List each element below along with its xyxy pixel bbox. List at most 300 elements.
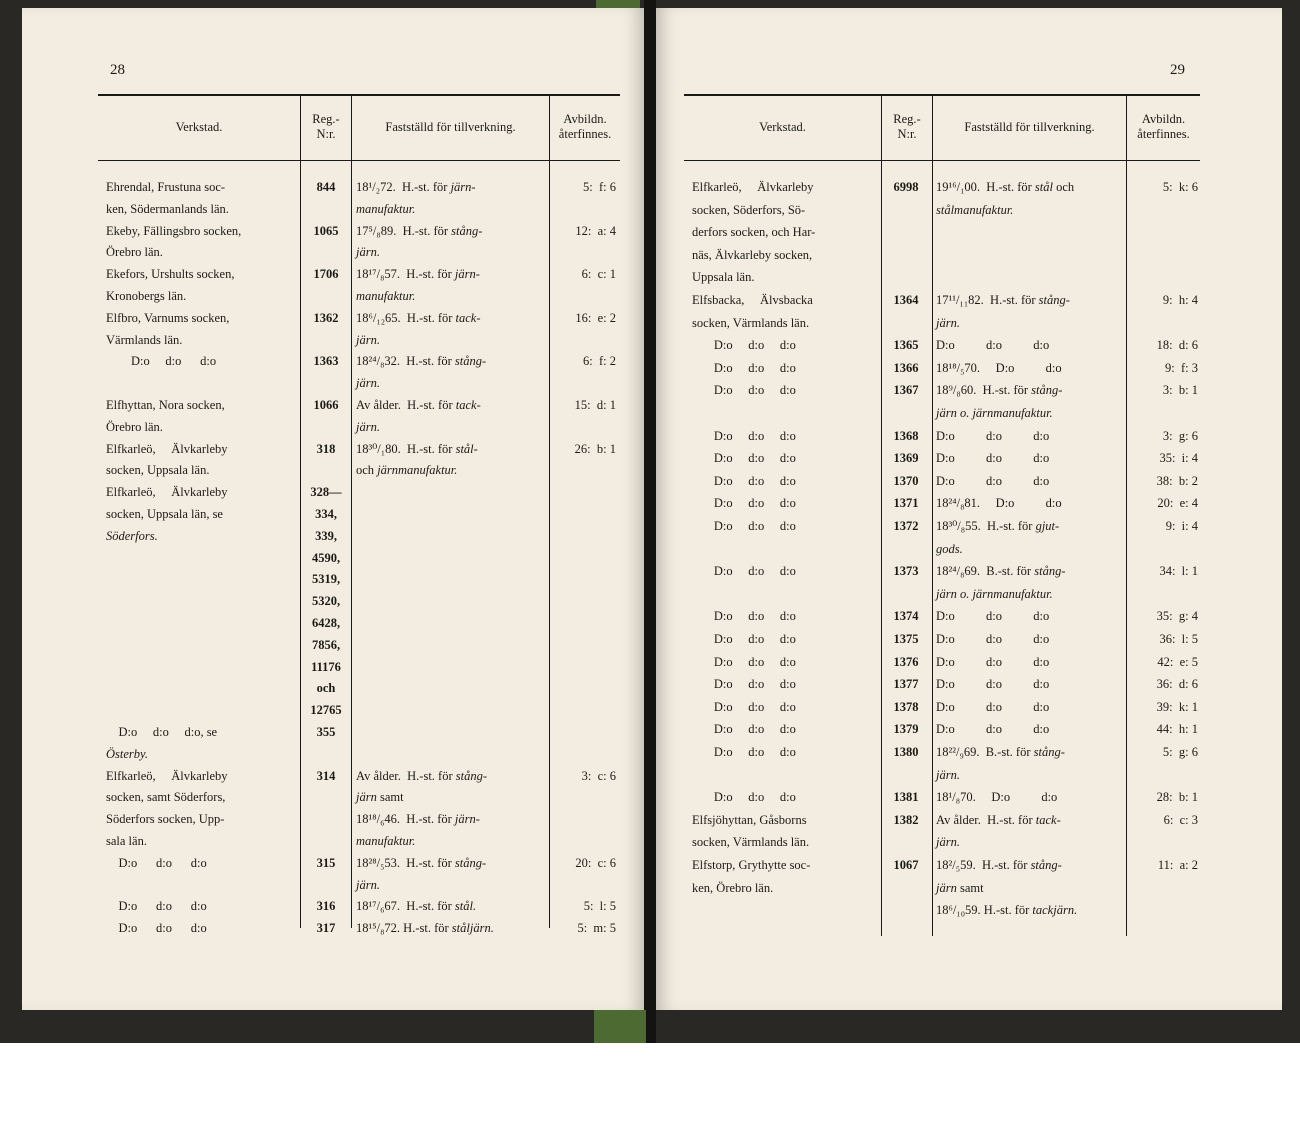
faststalld-cell — [356, 438, 550, 460]
faststalld-cell — [936, 854, 1128, 876]
avbildn-reference: 38: b: 2 — [1156, 473, 1198, 488]
reg-number: 1374 — [893, 609, 919, 624]
works-location: D:o d:o d:o — [106, 921, 207, 936]
product-text: manufaktur. — [356, 289, 416, 303]
avbildn-reference: 5: m: 5 — [577, 921, 616, 936]
reg-number: 5319, — [311, 572, 341, 587]
table-row — [692, 899, 1198, 922]
faststalld-cell — [356, 917, 550, 939]
works-location: Älvkarleby — [155, 485, 228, 500]
verkstad-cell — [692, 718, 882, 740]
works-location: Älvkarleby — [155, 768, 228, 783]
table-row — [106, 198, 616, 220]
table-row — [106, 438, 616, 460]
verkstad-cell — [692, 560, 882, 582]
works-location: Gåsborns — [756, 812, 807, 827]
reg-number: 1067 — [893, 858, 919, 872]
product-text: stång- — [1033, 745, 1065, 759]
avbildn-reference: 36: l: 5 — [1159, 632, 1198, 646]
header-verkstad: Verkstad. — [175, 120, 223, 134]
avbildn-reference: 5: l: 5 — [583, 899, 616, 914]
reg-number: 1373 — [893, 564, 919, 579]
avbildn-reference: 5: f: 6 — [583, 180, 616, 194]
stamp-text: Av ålder. H.-st. för — [936, 812, 1036, 827]
table-row — [692, 492, 1198, 515]
table-row — [106, 830, 616, 852]
reg-number: 316 — [316, 899, 336, 914]
reg-number: 1363 — [313, 354, 339, 369]
header-avbildn: Avbildn. återfinnes. — [558, 112, 612, 141]
product-text: järn — [936, 880, 957, 895]
reg-number: 1364 — [893, 293, 919, 307]
faststalld-cell — [936, 470, 1128, 492]
faststalld-cell — [936, 718, 1128, 740]
product-text: järn. — [356, 376, 380, 391]
verkstad-cell — [106, 285, 302, 307]
works-name: Elfkarleö, — [106, 485, 156, 500]
faststalld-cell — [936, 605, 1128, 627]
works-location: D:o d:o d:o — [692, 519, 796, 533]
verkstad-cell — [692, 334, 882, 356]
works-location: D:o d:o d:o — [692, 722, 796, 737]
table-row — [692, 696, 1198, 719]
works-name: Ekefors, — [106, 267, 148, 282]
table-row — [692, 718, 1198, 741]
avbildn-reference: 34: l: 1 — [1159, 564, 1198, 579]
verkstad-cell — [106, 394, 302, 416]
product-text: järn. — [356, 877, 380, 892]
stamp-text: 18¹⁸/₆46. H.-st. för — [356, 812, 455, 827]
product-text: stång- — [454, 354, 487, 369]
product-text: järn o. järnmanufaktur. — [936, 586, 1053, 601]
verkstad-cell — [106, 459, 302, 481]
book-gutter — [644, 0, 656, 1043]
avbildn-reference: 35: i: 4 — [1159, 451, 1198, 466]
avbildn-reference: 5: g: 6 — [1162, 745, 1198, 759]
avbildn-reference: 6: c: 1 — [581, 267, 616, 282]
faststalld-cell — [356, 874, 550, 896]
left-page — [22, 8, 644, 1010]
product-text: stång- — [451, 223, 483, 238]
table-row — [692, 673, 1198, 696]
works-location: D:o d:o d:o — [692, 677, 796, 692]
avbildn-reference: 9: i: 4 — [1165, 519, 1198, 533]
faststalld-cell — [356, 241, 550, 263]
verkstad-cell — [106, 263, 302, 285]
faststalld-cell — [936, 379, 1128, 401]
works-location: Älvsbacka — [744, 293, 813, 307]
reg-number: 1376 — [893, 654, 919, 669]
works-location: Grythytte soc- — [735, 858, 811, 872]
faststalld-cell — [936, 831, 1128, 853]
verkstad-cell — [692, 651, 882, 673]
table-row — [106, 220, 616, 242]
table-row — [692, 244, 1198, 267]
table-row — [106, 743, 616, 765]
table-row — [692, 447, 1198, 470]
reg-number: 339, — [315, 528, 337, 543]
product-text: tack- — [1035, 812, 1061, 827]
avbildn-reference: 6: f: 2 — [583, 354, 616, 369]
reg-number: 1362 — [313, 310, 339, 325]
stamp-text: D:o d:o d:o — [936, 473, 1050, 488]
faststalld-cell — [936, 786, 1128, 808]
verkstad-cell — [692, 877, 882, 899]
reg-number: 1370 — [893, 473, 919, 488]
works-location: Sö- — [784, 202, 806, 217]
works-location: Örebro län. — [106, 419, 163, 434]
product-text: järn. — [936, 767, 960, 782]
works-name: Elfsjöhyttan, — [692, 812, 757, 827]
product-text: manufaktur. — [356, 201, 416, 216]
header-faststalld: Fastställd för tillverkning. — [964, 120, 1095, 134]
works-location: Uppsala län. — [692, 270, 755, 285]
verkstad-cell — [692, 199, 882, 221]
reg-number: 318 — [316, 441, 336, 456]
table-top-rule — [684, 94, 1200, 96]
works-name: Söderfors, — [732, 202, 785, 217]
table-row — [692, 402, 1198, 425]
table-row — [106, 481, 616, 503]
product-text: järn. — [356, 332, 380, 347]
table-row — [106, 677, 616, 699]
avbildn-reference: 44: h: 1 — [1156, 722, 1198, 737]
table-row — [106, 176, 616, 198]
product-text: gods. — [936, 541, 963, 556]
table-row — [692, 425, 1198, 448]
verkstad-cell — [106, 481, 302, 503]
faststalld-cell — [936, 199, 1128, 221]
stamp-text: samt — [956, 880, 984, 895]
reg-number: 314 — [316, 768, 336, 783]
avbildn-reference: 28: b: 1 — [1156, 790, 1198, 805]
table-row — [692, 628, 1198, 651]
verkstad-cell — [106, 808, 302, 830]
faststalld-cell — [936, 312, 1128, 334]
verkstad-cell — [692, 786, 882, 808]
faststalld-cell — [356, 220, 550, 242]
reg-number: 317 — [316, 921, 336, 936]
works-name: näs, — [692, 247, 712, 262]
table-row — [106, 612, 616, 634]
reg-number: 6998 — [893, 180, 919, 194]
stamp-text: 18¹/₂72. H.-st. för — [356, 180, 451, 194]
table-row — [692, 877, 1198, 900]
works-location: D:o d:o d:o — [106, 899, 207, 914]
avbildn-reference: 35: g: 4 — [1156, 609, 1198, 624]
stamp-text: 17¹¹/₁₁82. H.-st. för — [936, 293, 1039, 307]
faststalld-cell — [356, 329, 550, 351]
works-location: D:o d:o d:o, se — [106, 725, 218, 739]
reg-number: 6428, — [311, 616, 341, 630]
reg-number: 1367 — [893, 383, 919, 398]
stamp-text: D:o d:o d:o — [936, 338, 1050, 353]
table-row — [692, 538, 1198, 561]
verkstad-cell — [692, 696, 882, 718]
works-location: D:o d:o d:o — [692, 609, 796, 624]
works-name: Elfsbacka, — [692, 293, 745, 307]
faststalld-cell — [936, 764, 1128, 786]
works-name: Elfkarleö, — [106, 768, 156, 783]
faststalld-cell — [936, 877, 1128, 899]
reg-number: 1377 — [893, 677, 919, 692]
stamp-text: samt — [376, 790, 404, 805]
faststalld-cell — [356, 394, 550, 416]
verkstad-cell — [106, 743, 302, 765]
stamp-text: D:o d:o d:o — [936, 722, 1050, 737]
works-location: socken, Värmlands län. — [692, 315, 810, 330]
table-row — [106, 350, 616, 372]
product-text: tackjärn. — [1032, 903, 1078, 918]
table-row — [692, 560, 1198, 583]
works-location: D:o d:o d:o — [692, 473, 796, 488]
table-row — [692, 379, 1198, 402]
works-location: Värmlands län. — [106, 332, 183, 347]
stamp-text: 18¹⁵/₈72. H.-st. för — [356, 921, 452, 936]
reg-number: 1369 — [893, 451, 919, 466]
header-faststalld: Fastställd för tillverkning. — [385, 120, 516, 134]
reg-number: 1375 — [893, 632, 919, 646]
table-row — [106, 590, 616, 612]
reg-number: 328— — [310, 485, 342, 500]
reg-number: 355 — [316, 725, 336, 739]
table-row — [106, 917, 616, 939]
stamp-text: 18⁶/₁₂65. H.-st. för — [356, 310, 456, 325]
faststalld-cell — [936, 899, 1128, 921]
product-text: stång- — [1030, 858, 1062, 872]
faststalld-cell — [936, 628, 1128, 650]
faststalld-cell — [936, 402, 1128, 424]
product-text: järn. — [356, 419, 380, 434]
verkstad-cell — [692, 244, 882, 266]
verkstad-cell — [692, 379, 882, 401]
avbildn-reference: 18: d: 6 — [1156, 338, 1198, 353]
stamp-text: 18²⁸/₅53. H.-st. för — [356, 855, 455, 870]
product-text: järn- — [454, 267, 480, 282]
table-row — [106, 307, 616, 329]
verkstad-cell — [692, 289, 882, 311]
verkstad-cell — [692, 176, 882, 198]
stamp-text: Av ålder. H.-st. för — [356, 768, 456, 783]
faststalld-cell — [356, 372, 550, 394]
table-row — [692, 334, 1198, 357]
header-reg-nr: Reg.- N:r. — [312, 112, 340, 141]
page-number: 28 — [110, 62, 125, 78]
stamp-text: 18²/₅59. H.-st. för — [936, 858, 1031, 872]
page-number: 29 — [1170, 62, 1185, 78]
reg-number: 1366 — [893, 360, 919, 375]
verkstad-cell — [106, 852, 302, 874]
table-row — [106, 525, 616, 547]
table-row — [692, 764, 1198, 787]
faststalld-cell — [356, 176, 550, 198]
table-row — [106, 241, 616, 263]
verkstad-cell — [692, 312, 882, 334]
product-text: järnmanufaktur. — [377, 463, 458, 478]
works-location: Frustuna soc- — [154, 180, 226, 194]
avbildn-reference: 6: c: 3 — [1163, 812, 1198, 827]
avbildn-reference: 9: f: 3 — [1165, 360, 1198, 375]
avbildn-reference: 20: c: 6 — [575, 855, 616, 870]
reg-number: 1365 — [893, 338, 919, 353]
product-text: järn. — [936, 315, 960, 330]
verkstad-cell — [106, 176, 302, 198]
stamp-text: D:o d:o d:o — [936, 609, 1050, 624]
product-text: stålmanufaktur. — [936, 202, 1014, 217]
works-location: Söderfors socken, Upp- — [106, 812, 225, 827]
faststalld-cell — [356, 263, 550, 285]
reg-number: 1379 — [893, 722, 919, 737]
verkstad-cell — [692, 628, 882, 650]
table-row — [106, 263, 616, 285]
works-location: D:o d:o d:o — [692, 428, 796, 443]
faststalld-cell — [356, 307, 550, 329]
stamp-text: D:o d:o d:o — [936, 428, 1050, 443]
faststalld-cell — [356, 808, 550, 830]
stamp-text: 18²⁴/₈32. H.-st. för — [356, 354, 455, 369]
works-name: Elfstorp, — [692, 858, 736, 872]
product-text: stång- — [455, 768, 487, 783]
verkstad-cell — [692, 266, 882, 288]
reg-number: 12765 — [310, 703, 342, 718]
verkstad-cell — [106, 917, 302, 939]
product-text: järn o. järnmanufaktur. — [936, 406, 1053, 420]
faststalld-cell — [936, 651, 1128, 673]
reg-number: 4590, — [311, 550, 341, 565]
avbildn-reference: 16: e: 2 — [575, 310, 616, 325]
verkstad-cell — [692, 809, 882, 831]
verkstad-cell — [692, 831, 882, 853]
reg-number: 1380 — [893, 745, 919, 759]
verkstad-cell — [692, 357, 882, 379]
works-location: Varnums socken, — [141, 310, 230, 325]
reg-number: 5320, — [311, 594, 341, 609]
table-row — [106, 503, 616, 525]
avbildn-reference: 3: g: 6 — [1162, 428, 1198, 443]
verkstad-cell — [106, 198, 302, 220]
verkstad-cell — [692, 470, 882, 492]
verkstad-cell — [106, 241, 302, 263]
avbildn-reference: 12: a: 4 — [575, 223, 616, 238]
verkstad-cell — [106, 438, 302, 460]
faststalld-cell — [356, 852, 550, 874]
verkstad-cell — [692, 492, 882, 514]
faststalld-cell — [356, 895, 550, 917]
works-location: socken, Värmlands län. — [692, 835, 810, 850]
table-row — [106, 721, 616, 743]
faststalld-cell — [936, 809, 1128, 831]
stamp-text: 18⁹/₈60. H.-st. för — [936, 383, 1032, 398]
works-location: ken, Örebro län. — [692, 880, 774, 895]
product-text: stång- — [454, 855, 487, 870]
faststalld-cell — [356, 285, 550, 307]
stamp-text: 18²²/₉69. B.-st. för — [936, 745, 1034, 759]
table-row — [692, 221, 1198, 244]
reg-number: 1371 — [893, 496, 919, 511]
avbildn-reference: 20: e: 4 — [1157, 496, 1198, 511]
verkstad-cell — [692, 221, 882, 243]
stamp-text: D:o d:o d:o — [936, 451, 1050, 466]
works-name: Ehrendal, — [106, 180, 155, 194]
table-row — [106, 394, 616, 416]
works-name: Har- — [792, 225, 816, 240]
works-location: Nora socken, — [155, 398, 225, 412]
table-row — [692, 741, 1198, 764]
verkstad-cell — [106, 721, 302, 743]
table-row — [692, 357, 1198, 380]
stamp-text: 19¹⁶/₁00. H.-st. för — [936, 180, 1035, 194]
verkstad-cell — [106, 525, 302, 547]
table-row — [106, 656, 616, 678]
works-location: Älvkarleby — [155, 441, 228, 456]
verkstad-cell — [692, 741, 882, 763]
works-location: D:o d:o d:o — [692, 496, 796, 511]
reg-number: 1368 — [893, 428, 919, 443]
product-text: stål — [1034, 180, 1053, 194]
faststalld-cell — [936, 176, 1128, 198]
works-location: D:o d:o d:o — [692, 632, 796, 646]
verkstad-cell — [692, 425, 882, 447]
reg-number: 1378 — [893, 699, 919, 714]
table-row — [106, 547, 616, 569]
product-text: järn- — [454, 812, 480, 827]
avbildn-reference: 42: e: 5 — [1157, 654, 1198, 669]
right-page — [656, 8, 1282, 1010]
verkstad-cell — [106, 765, 302, 787]
verkstad-cell — [692, 605, 882, 627]
works-name: Ekeby, — [106, 223, 141, 238]
works-location: derfors socken, och — [692, 225, 793, 240]
stamp-text: 18¹⁷/₈57. H.-st. för — [356, 267, 455, 282]
header-reg-nr: Reg.- N:r. — [893, 112, 921, 141]
works-name: Elfkarleö, — [106, 441, 156, 456]
product-text: gjut- — [1035, 519, 1060, 533]
verkstad-cell — [106, 503, 302, 525]
avbildn-reference: 9: h: 4 — [1162, 293, 1198, 307]
stamp-text: 18²⁴/₈69. B.-st. för — [936, 564, 1035, 579]
works-location: D:o d:o d:o — [692, 360, 796, 375]
avbildn-reference: 26: b: 1 — [574, 441, 616, 456]
product-text: manufaktur. — [356, 834, 416, 848]
table-row — [692, 786, 1198, 809]
faststalld-cell — [356, 765, 550, 787]
table-row — [106, 808, 616, 830]
product-text: järn. — [936, 835, 960, 850]
table-row — [106, 568, 616, 590]
product-text: järn. — [356, 245, 380, 260]
works-location: D:o d:o d:o — [692, 699, 796, 714]
reg-number: 334, — [315, 507, 337, 521]
stamp-text: 18³⁰/₁80. H.-st. för — [356, 441, 456, 456]
faststalld-cell — [936, 583, 1128, 605]
table-row — [692, 651, 1198, 674]
faststalld-cell — [936, 334, 1128, 356]
table-row — [106, 372, 616, 394]
table-top-rule — [98, 94, 620, 96]
faststalld-cell — [936, 425, 1128, 447]
faststalld-cell — [356, 830, 550, 852]
table-row — [106, 874, 616, 896]
header-bottom-rule — [98, 160, 620, 161]
works-location: D:o d:o d:o — [692, 745, 796, 759]
stamp-text: 18¹⁷/₆67. H.-st. för — [356, 899, 455, 914]
works-location: Älvkarleby socken, — [711, 247, 813, 262]
avbildn-reference: 36: d: 6 — [1156, 677, 1198, 692]
table-row — [106, 285, 616, 307]
works-location: Älvkarleby — [741, 180, 814, 194]
faststalld-cell — [936, 673, 1128, 695]
avbildn-reference: 15: d: 1 — [574, 398, 616, 412]
